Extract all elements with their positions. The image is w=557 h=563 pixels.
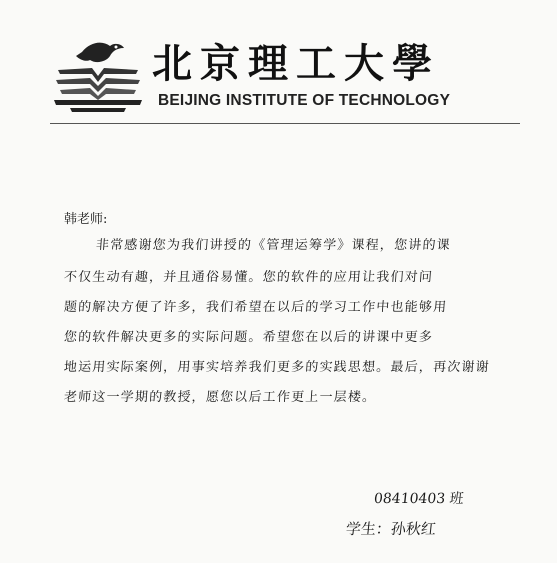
letter-line: 老师这一学期的教授，愿您以后工作更上一层楼。 bbox=[63, 390, 377, 405]
letter-line: 您的软件解决更多的实际问题。希望您在以后的讲课中更多 bbox=[63, 330, 434, 345]
letter-salutation: 韩老师: bbox=[64, 212, 108, 227]
university-emblem-icon bbox=[52, 38, 144, 118]
letter-line: 题的解决方便了许多，我们希望在以后的学习工作中也能够用 bbox=[63, 300, 448, 315]
letter-line: 非常感谢您为我们讲授的《管理运筹学》课程，您讲的课 bbox=[95, 238, 452, 253]
letter-line: 不仅生动有趣，并且通俗易懂。您的软件的应用让我们对问 bbox=[63, 270, 434, 285]
university-name-chinese: 北京理工大學 bbox=[152, 40, 440, 87]
letterhead-divider bbox=[50, 123, 520, 124]
student-signature: 学生：孙秋红 bbox=[345, 520, 437, 538]
university-name-english: BEIJING INSTITUTE OF TECHNOLOGY bbox=[158, 92, 451, 109]
class-number: 08410403 班 bbox=[373, 491, 465, 507]
letter-line: 地运用实际案例，用事实培养我们更多的实践思想。最后，再次谢谢 bbox=[63, 360, 491, 375]
